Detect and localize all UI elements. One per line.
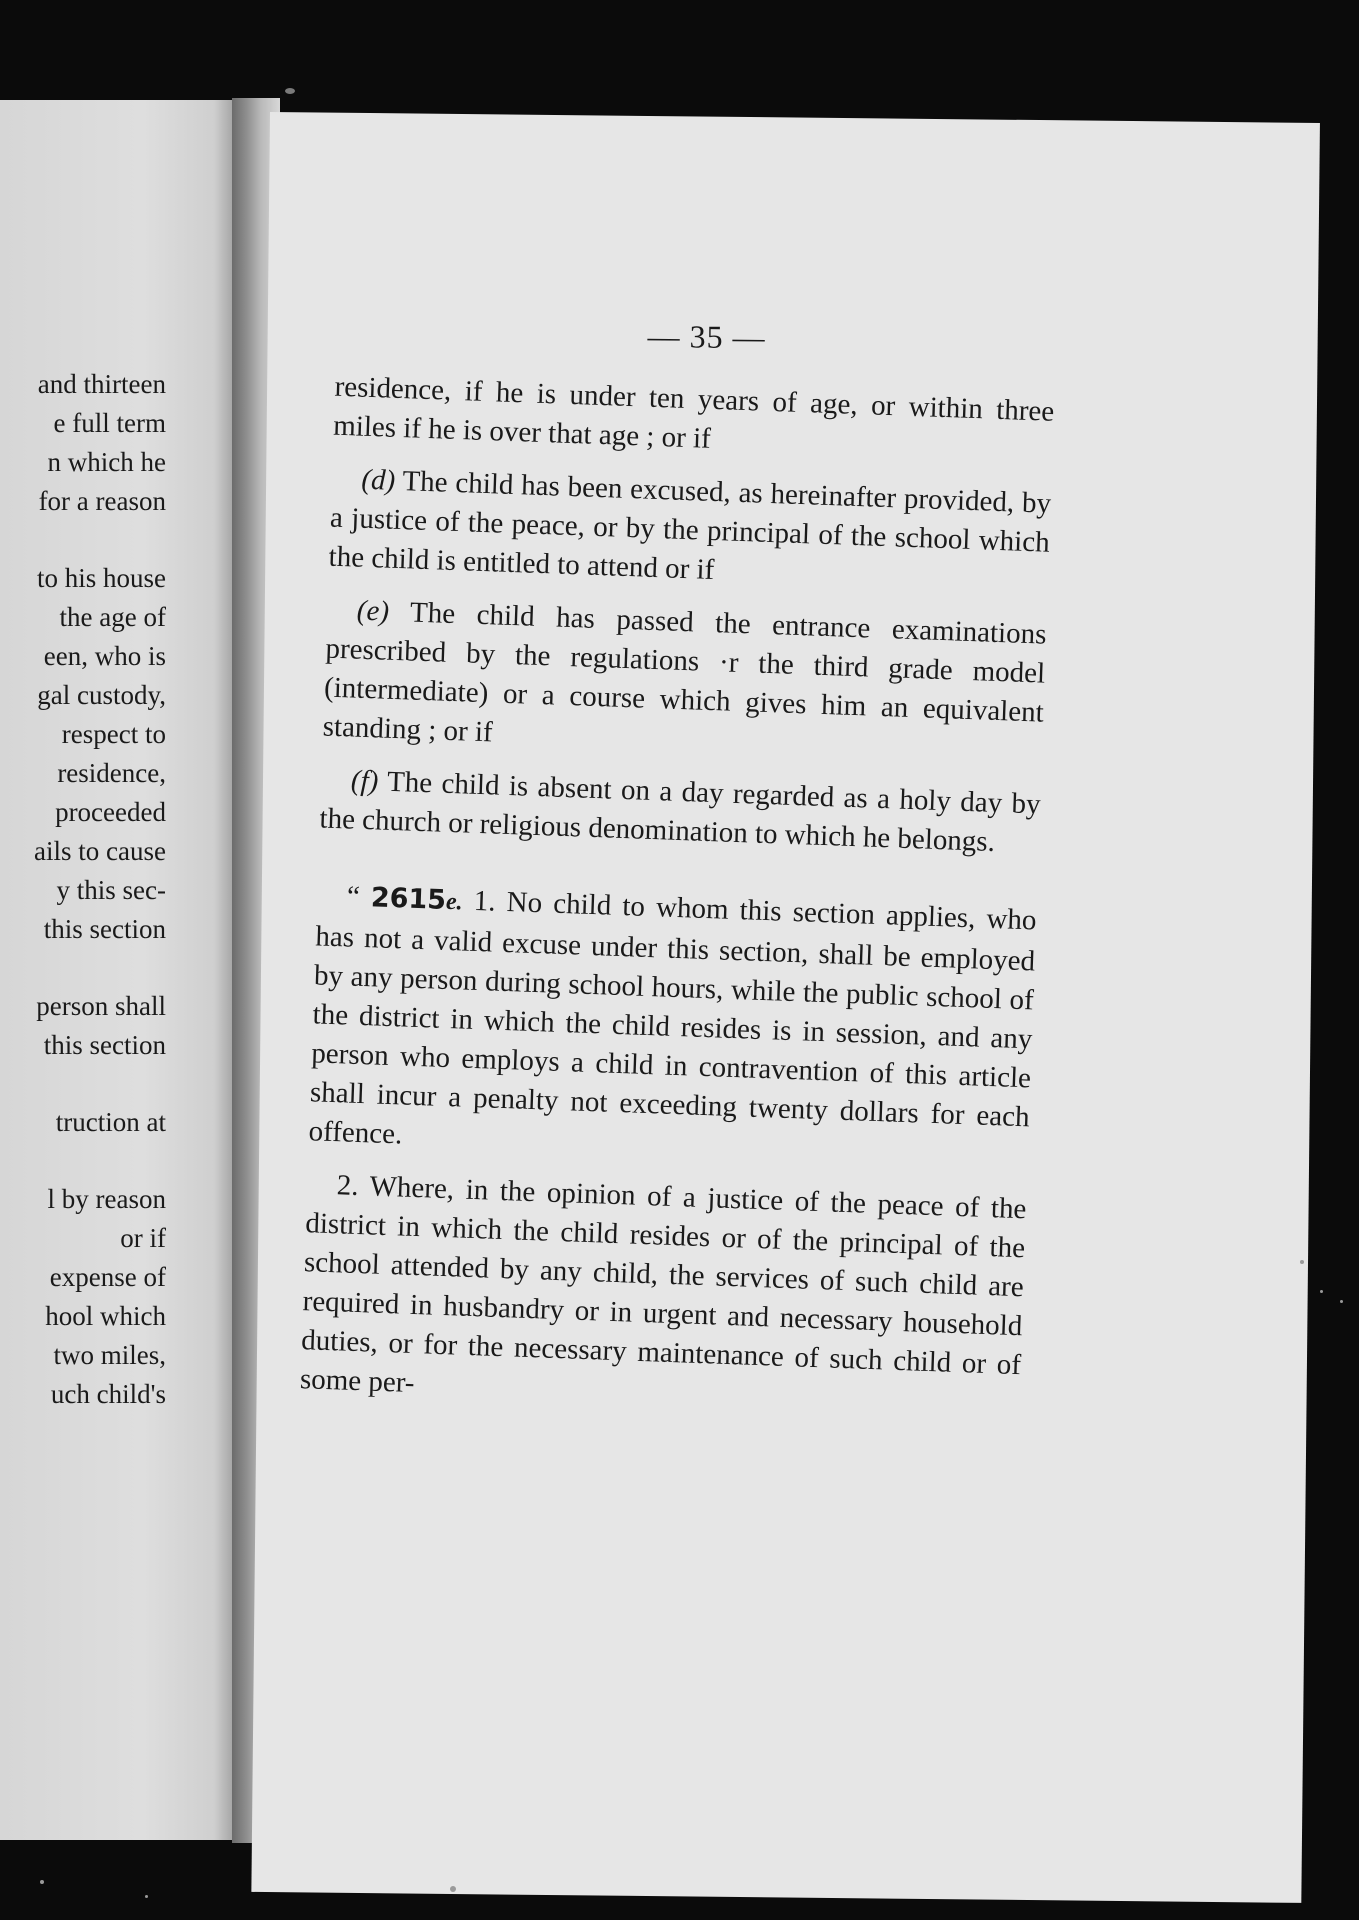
open-quote: “ [346, 880, 372, 914]
section-letter: e. [445, 888, 464, 916]
page-number: — 35 — [647, 317, 766, 356]
left-line: the age of [59, 602, 166, 632]
left-line: to his house [36, 563, 166, 593]
clause-text-f: The child is absent on a day regarded as a holy day by the church or religious denomination to which he belongs. [319, 765, 1042, 858]
left-line: een, who is [43, 641, 166, 671]
section-text: 1. No child to whom this section applies, who has not a valid excuse under this section, shall be employed by any person during school hours, while the public school of the district in which the child resides is in session, and any person who employs a child in contravention of this article shall incur a penalty not exceeding twenty dollars for each offence. [308, 884, 1038, 1151]
paragraph-f [319, 760, 1041, 863]
left-line: this section [43, 914, 166, 944]
left-line: proceeded [55, 797, 166, 827]
paragraph-continuation: residence, if he is under ten years of age, or within three miles if he is over that age ; or if [332, 370, 1055, 455]
left-line: n which he [47, 447, 166, 477]
section-2615e [308, 876, 1037, 1176]
left-line: respect to [61, 719, 166, 749]
paragraph-d [328, 460, 1052, 602]
left-line: expense of [49, 1262, 166, 1292]
left-line: e full term [53, 408, 166, 438]
subsection-2: 2. Where, in the opinion of a justice of the peace of the district in which the child resides or of the principal of the school attended by any child, the services of such child are required in husbandry or in urgent and necessary household duties, or for the necessary maintenance of such child or of some per- [299, 1169, 1027, 1400]
left-page-text [0, 365, 166, 1414]
clause-label-e: (e) [356, 594, 390, 628]
left-line: gal custody, [37, 680, 166, 710]
left-line: l by reason [47, 1184, 166, 1214]
left-line: y this sec- [56, 875, 166, 905]
left-line: two miles, [53, 1340, 166, 1370]
page-body [299, 368, 1055, 1424]
clause-text-e: The child has passed the entrance examinations prescribed by the regulations ·r the third grade model (intermediate) or a course which gives him an equivalent standing ; or if [322, 595, 1048, 749]
paragraph-e [322, 591, 1047, 772]
left-line: and thirteen [37, 369, 166, 399]
left-line: residence, [57, 758, 166, 788]
clause-label-d: (d) [360, 463, 396, 497]
left-line: person shall [36, 991, 166, 1021]
left-line: for a reason [38, 486, 166, 516]
clause-text-d: The child has been excused, as hereinafter provided, by a justice of the peace, or by the principal of the school which the child is entitled to attend or if [328, 464, 1052, 587]
left-line: ails to cause [34, 836, 166, 866]
section-number: 2615 [370, 882, 447, 916]
left-line: truction at [55, 1107, 166, 1137]
left-line: hool which [45, 1301, 166, 1331]
left-line: this section [43, 1030, 166, 1060]
left-line: or if [120, 1223, 166, 1253]
left-page [0, 100, 238, 1840]
left-line: uch child's [50, 1379, 166, 1409]
clause-label-f: (f) [350, 764, 379, 798]
right-page [251, 112, 1320, 1903]
